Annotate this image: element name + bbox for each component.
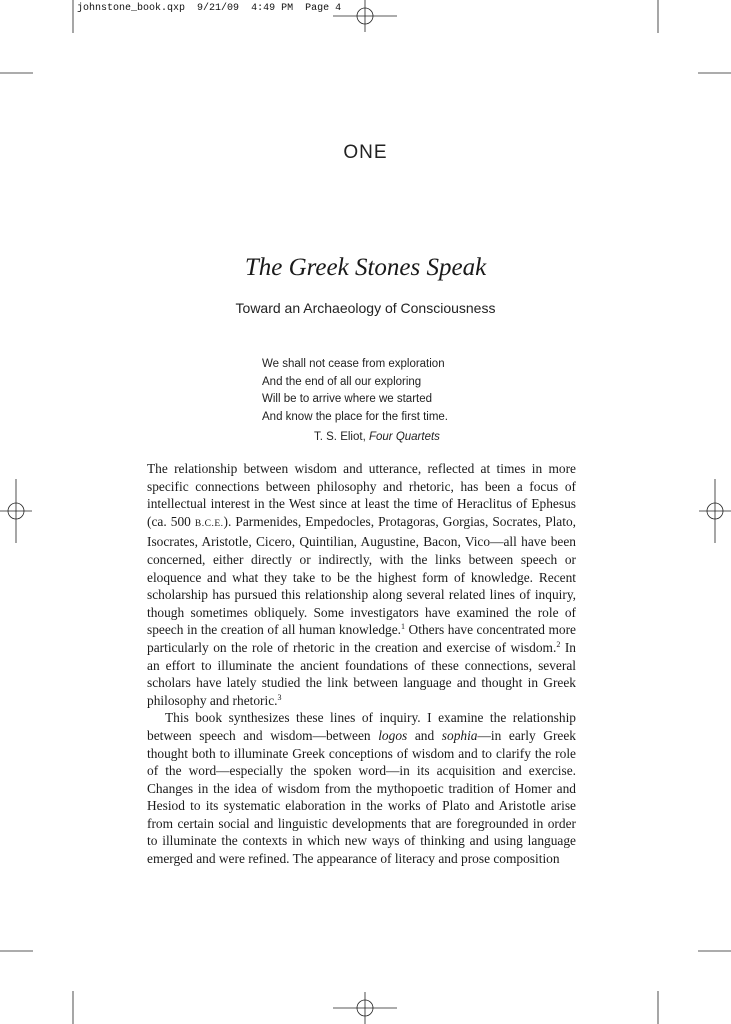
epigraph-line: We shall not cease from exploration	[262, 358, 445, 370]
paragraph-text: The relationship between wisdom and utterance, reflected at times in more specific connections between philosophy and rhetoric, has been a focus of intellectual interest in the West since at least the time of Heraclitus of Ephesus (ca. 500	[147, 461, 576, 529]
paragraph-text: ). Parmenides, Empedocles, Protagoras, Gorgias, Socrates, Plato, Isocrates, Aristotle, Cicero, Quintilian, Augustine, Bacon, Vico—all have been concerned, either directly or indirectly, with the links between speech or eloquence and what they take to be the highest form of knowledge. Recent scholarship has pursued this relationship along several related lines of inquiry, though sometimes obliquely. Some investigators have examined the role of speech in the creation of all human knowledge.	[147, 513, 576, 638]
epigraph	[262, 356, 448, 426]
body-text	[147, 460, 576, 868]
paragraph-text: —in early Greek thought both to illuminate Greek conceptions of wisdom and to clarify the role of the word—especially the spoken word—in its acquisition and exercise. Changes in the idea of wisdom from the mythopoetic tradition of Homer and Hesiod to its systematic elaboration in the works of Plato and Aristotle arise from certain social and linguistic developments that are foregrounded in order to illuminate the contexts in which new ways of thinking and using language emerged and were refined. The appearance of literacy and prose composition	[147, 727, 576, 867]
slug-date: 9/21/09	[197, 3, 240, 14]
epigraph-line: And know the place for the first time.	[262, 410, 449, 423]
slug-page-label: Page	[305, 3, 330, 14]
paragraph-text: and	[407, 727, 442, 743]
slug-page-number: 4	[335, 3, 342, 14]
slug-file: johnstone_book.qxp	[77, 3, 186, 14]
registration-mark-bottom	[333, 992, 397, 1024]
era-abbreviation: B.C.E.	[194, 518, 224, 529]
chapter-subtitle: Toward an Archaeology of Consciousness	[235, 300, 496, 316]
epigraph-line: Will be to arrive where we started	[262, 393, 433, 405]
paragraph-text: This book synthesizes these lines of inquiry. I examine the relationship between speech and wisdom—between	[147, 710, 576, 743]
epigraph-work: Four Quartets	[368, 431, 440, 443]
footnote-ref[interactable]: 2	[556, 639, 561, 649]
registration-mark-left	[0, 479, 32, 543]
footnote-ref[interactable]: 3	[277, 692, 282, 702]
chapter-title: The Greek Stones Speak	[244, 254, 487, 281]
chapter-number: ONE	[343, 142, 388, 163]
registration-mark-top	[333, 0, 397, 32]
greek-term: sophia	[441, 727, 478, 743]
greek-term: logos	[378, 727, 408, 743]
paragraph-text: Others have concentrated more particularly on the role of rhetoric in the creation and exercise of wisdom.	[147, 622, 576, 655]
epigraph-attribution	[314, 431, 440, 443]
slug-time: 4:49 PM	[251, 3, 294, 14]
paragraph-text: In an effort to illuminate the ancient foundations of these connections, several scholars have lately studied the link between language and thought in Greek philosophy and rhetoric.	[147, 639, 576, 708]
epigraph-author: T. S. Eliot,	[314, 431, 366, 443]
paragraph	[147, 460, 576, 709]
epigraph-line: And the end of all our exploring	[262, 375, 422, 388]
footnote-ref[interactable]: 1	[401, 622, 406, 632]
registration-mark-right	[699, 479, 731, 543]
paragraph	[147, 709, 576, 867]
